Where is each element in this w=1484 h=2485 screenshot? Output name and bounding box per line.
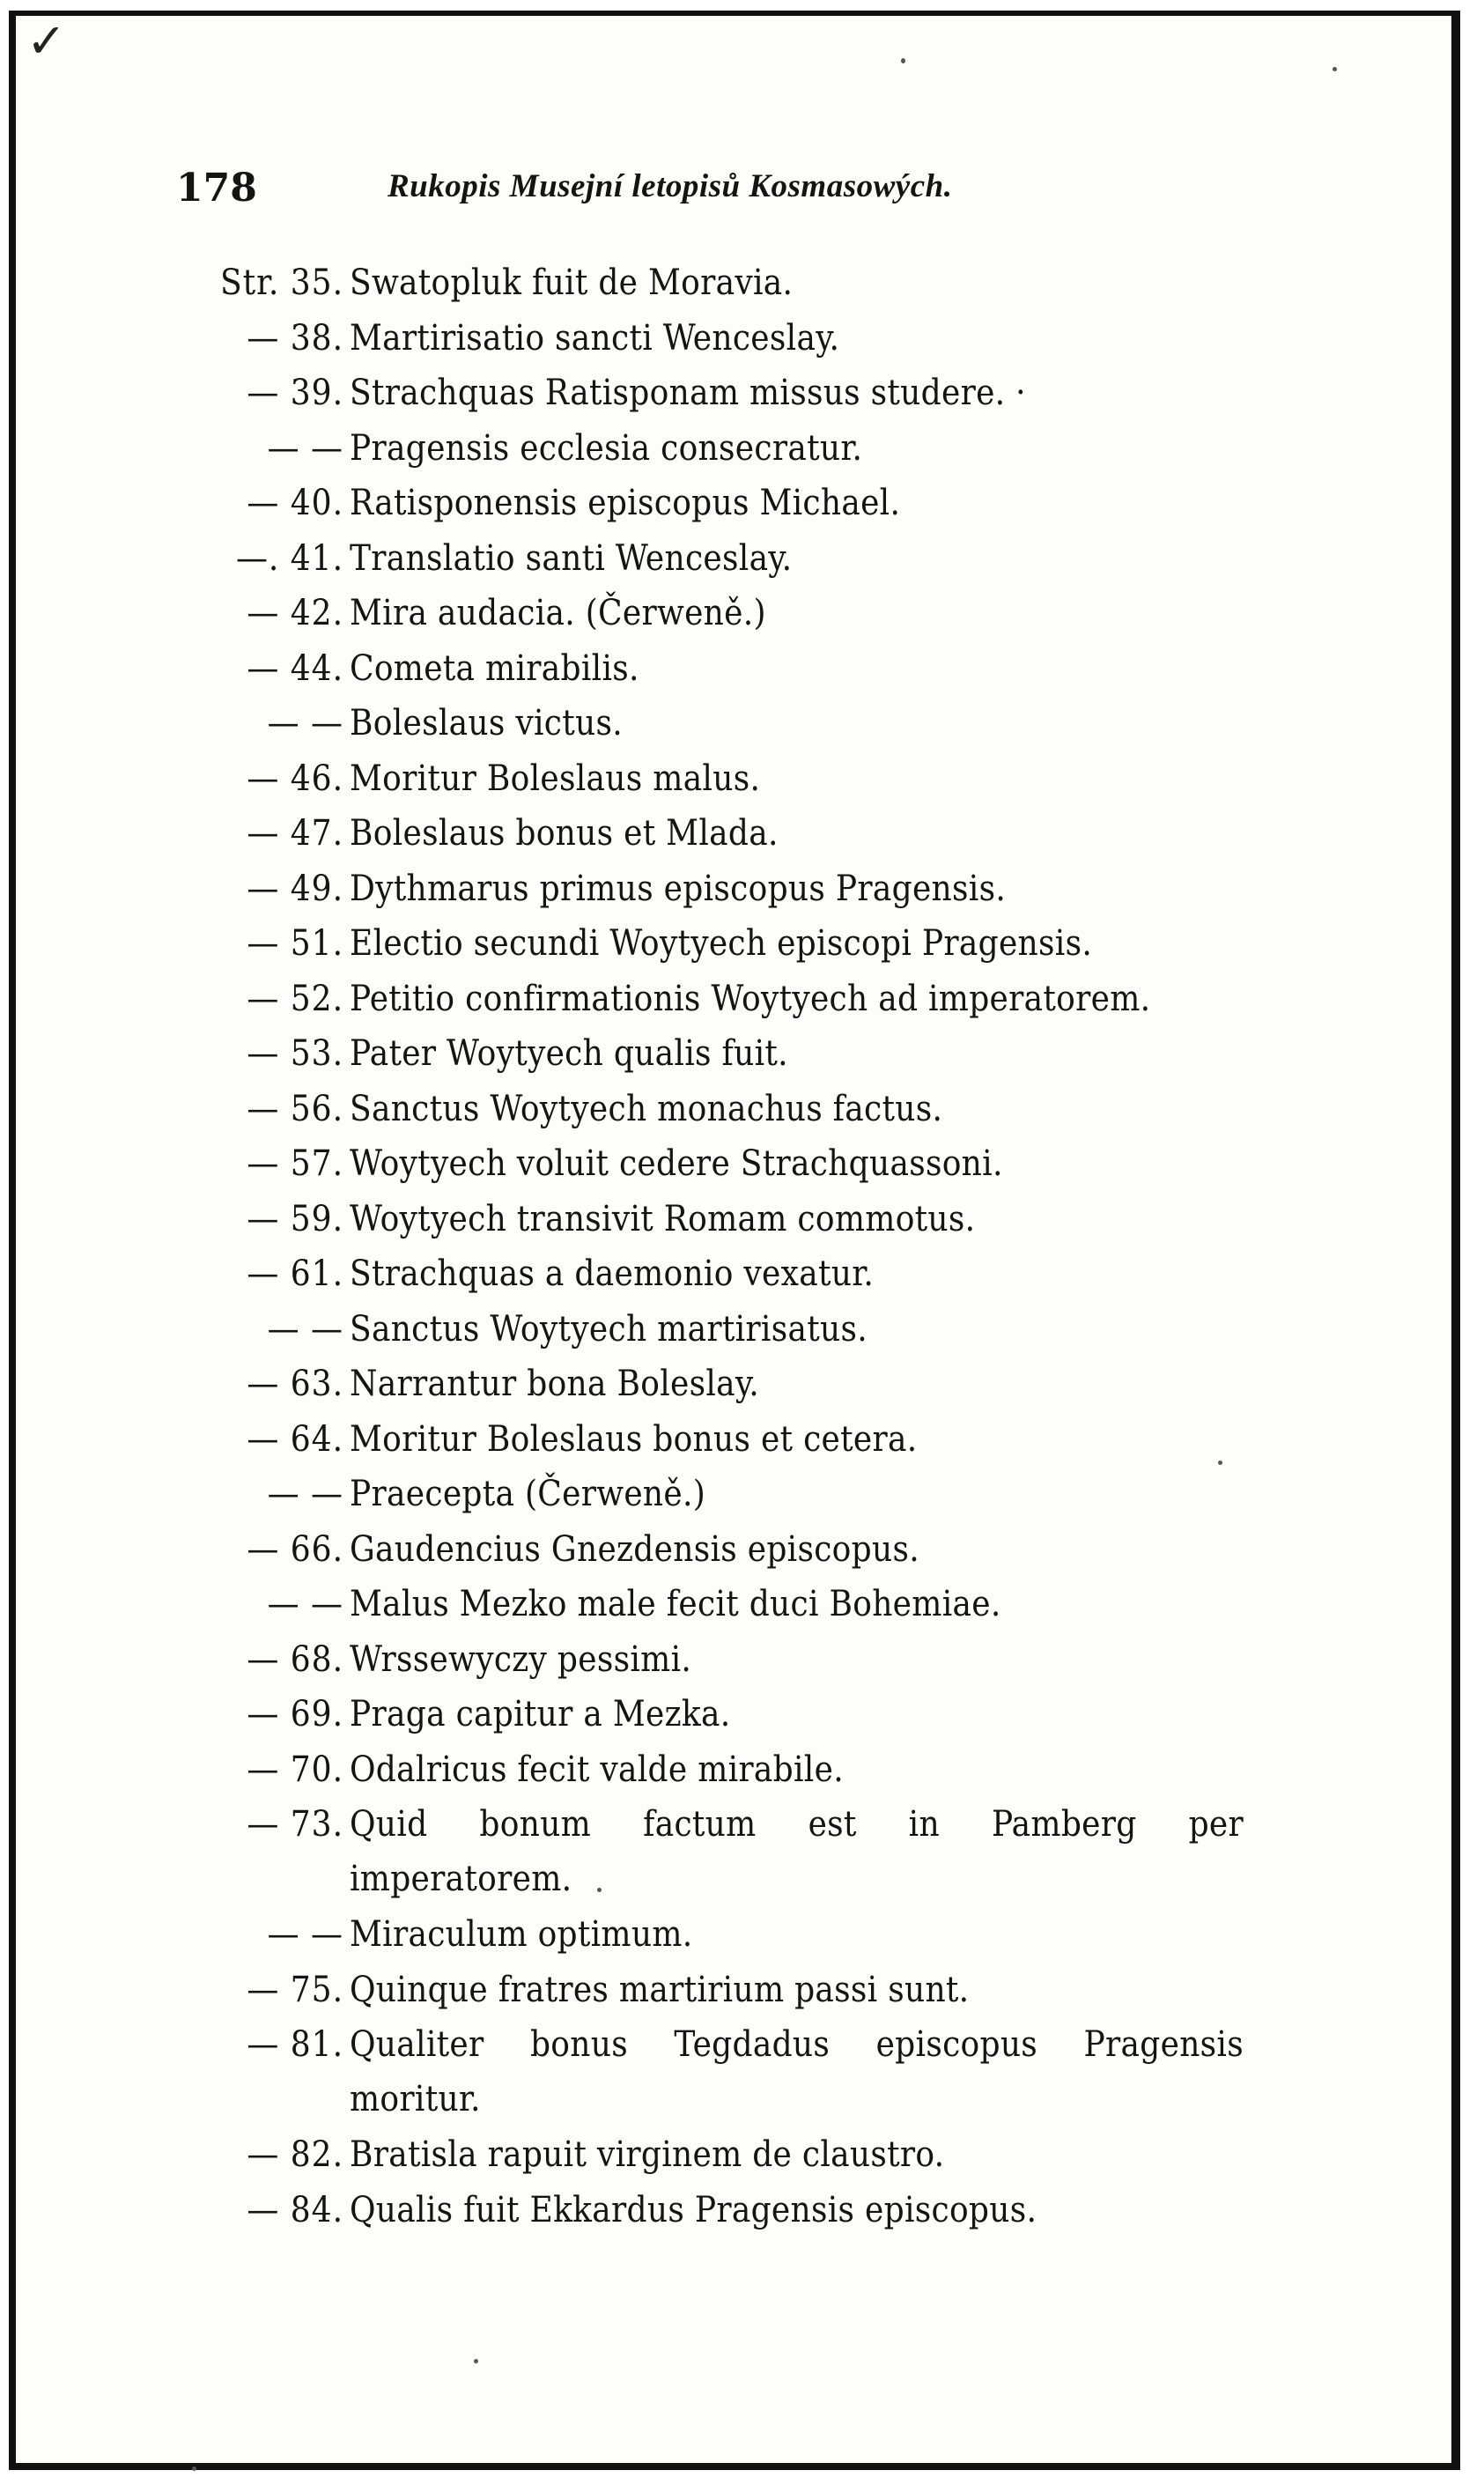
index-entry bbox=[176, 476, 1259, 531]
page-reference: — — bbox=[267, 1474, 343, 1514]
page-reference: — 82. bbox=[247, 2134, 343, 2175]
entry-title: Translatio santi Wenceslay. bbox=[350, 537, 793, 579]
page-reference: — 38. bbox=[247, 317, 343, 359]
index-entry bbox=[176, 1907, 1259, 1963]
index-entry bbox=[176, 421, 1259, 477]
entry-title: Mira audacia. (Čerweně.) bbox=[350, 593, 766, 633]
entry-title: Electio secundi Woytyech episcopi Pragensis. bbox=[350, 923, 1093, 964]
dust-speck bbox=[192, 2467, 196, 2471]
entry-title: Strachquas Ratisponam missus studere. · bbox=[350, 373, 1026, 413]
page-reference: — 44. bbox=[247, 647, 343, 689]
page-reference: — 57. bbox=[247, 1143, 343, 1184]
page-reference: — 49. bbox=[247, 868, 343, 909]
entry-title: Ratisponensis episcopus Michael. bbox=[350, 483, 901, 523]
index-entry bbox=[176, 1136, 1259, 1192]
index-entry bbox=[176, 1412, 1259, 1468]
running-head bbox=[176, 166, 1233, 218]
page-reference: — 84. bbox=[247, 2189, 343, 2230]
index-entry bbox=[176, 862, 1259, 917]
page-reference: — 70. bbox=[247, 1749, 343, 1790]
index-entry bbox=[176, 1632, 1259, 1688]
index-entry bbox=[176, 531, 1259, 587]
index-entry bbox=[176, 1797, 1259, 1907]
page-reference: — 64. bbox=[247, 1418, 343, 1460]
index-entry bbox=[176, 1302, 1259, 1357]
entry-title: Swatopluk fuit de Moravia. bbox=[350, 263, 794, 303]
page-reference: — 61. bbox=[247, 1254, 343, 1294]
page-reference: — 40. bbox=[247, 483, 343, 523]
index-entry bbox=[176, 586, 1259, 641]
entry-title: Miraculum optimum. bbox=[350, 1914, 693, 1955]
page-reference: — 52. bbox=[247, 978, 343, 1019]
dust-speck bbox=[474, 2359, 478, 2363]
entry-title: Dythmarus primus episcopus Pragensis. bbox=[350, 868, 1007, 909]
entry-title: Boleslaus victus. bbox=[350, 703, 623, 743]
entry-title: Moritur Boleslaus malus. bbox=[350, 758, 761, 799]
index-entry bbox=[176, 311, 1259, 366]
page-reference: — — bbox=[267, 703, 343, 743]
entry-title: Strachquas a daemonio vexatur. bbox=[350, 1254, 875, 1294]
entry-title: Sanctus Woytyech monachus factus. bbox=[350, 1088, 943, 1129]
entry-title: Qualis fuit Ekkardus Pragensis episcopus. bbox=[350, 2189, 1037, 2230]
index-entry bbox=[176, 696, 1259, 751]
entry-title: Bratisla rapuit virginem de claustro. bbox=[350, 2134, 945, 2175]
page-reference: — 59. bbox=[247, 1198, 343, 1239]
entry-title: Gaudencius Gnezdensis episcopus. bbox=[350, 1528, 919, 1570]
entry-title: Praecepta (Čerweně.) bbox=[350, 1474, 706, 1514]
entry-title: Quid bonum factum est in Pamberg per imperatorem. bbox=[350, 1804, 1244, 1899]
entry-title: Woytyech transivit Romam commotus. bbox=[350, 1198, 976, 1239]
entry-title: Petitio confirmationis Woytyech ad imperatorem. bbox=[350, 978, 1151, 1019]
page-reference: — 68. bbox=[247, 1638, 343, 1680]
entry-title: Odalricus fecit valde mirabile. bbox=[350, 1749, 844, 1790]
index-entry bbox=[176, 1192, 1259, 1247]
pencil-tick-mark: ✓ bbox=[26, 13, 67, 69]
index-entry bbox=[176, 641, 1259, 697]
entry-title: Woytyech voluit cedere Strachquassoni. bbox=[350, 1143, 1003, 1184]
entry-title: Narrantur bona Boleslay. bbox=[350, 1364, 759, 1404]
entry-title: Pater Woytyech qualis fuit. bbox=[350, 1033, 788, 1074]
page-reference: —. 41. bbox=[235, 537, 343, 579]
page-reference: — 39. bbox=[247, 373, 343, 413]
index-entry bbox=[176, 255, 1259, 311]
index-entry bbox=[176, 751, 1259, 807]
index-entry bbox=[176, 1742, 1259, 1798]
page-reference: Str. 35. bbox=[220, 263, 343, 303]
index-entry bbox=[176, 1963, 1259, 2018]
entry-title: Cometa mirabilis. bbox=[350, 647, 639, 689]
page-reference: — 53. bbox=[247, 1033, 343, 1074]
chapter-index-list bbox=[176, 255, 1259, 2237]
index-entry bbox=[176, 1467, 1259, 1522]
page-number: 178 bbox=[176, 166, 257, 211]
page-reference: — 46. bbox=[247, 758, 343, 799]
entry-title: Pragensis ecclesia consecratur. bbox=[350, 427, 863, 469]
page-reference: — — bbox=[267, 1308, 343, 1350]
page-reference: — 63. bbox=[247, 1364, 343, 1404]
entry-title: Praga capitur a Mezka. bbox=[350, 1694, 731, 1734]
entry-title: Martirisatio sancti Wenceslay. bbox=[350, 317, 840, 359]
index-entry bbox=[176, 1357, 1259, 1412]
page-reference: — 42. bbox=[247, 593, 343, 633]
index-entry bbox=[176, 2127, 1259, 2183]
running-title: Rukopis Musejní letopisů Kosmasowých. bbox=[388, 168, 953, 204]
page-reference: — 69. bbox=[247, 1694, 343, 1734]
index-entry bbox=[176, 1082, 1259, 1137]
entry-title: Quinque fratres martirium passi sunt. bbox=[350, 1969, 970, 2010]
page-reference: — — bbox=[267, 1914, 343, 1955]
index-entry bbox=[176, 916, 1259, 972]
entry-title: Malus Mezko male fecit duci Bohemiae. bbox=[350, 1584, 1001, 1624]
index-entry bbox=[176, 2183, 1259, 2238]
entry-title: Wrssewyczy pessimi. bbox=[350, 1638, 692, 1680]
index-entry bbox=[176, 1026, 1259, 1082]
page-reference: — 56. bbox=[247, 1088, 343, 1129]
entry-title: Qualiter bonus Tegdadus episcopus Pragensis moritur. bbox=[350, 2024, 1244, 2119]
index-entry bbox=[176, 1522, 1259, 1578]
index-entry bbox=[176, 806, 1259, 862]
entry-title: Sanctus Woytyech martirisatus. bbox=[350, 1308, 868, 1350]
index-entry bbox=[176, 2017, 1259, 2127]
dust-speck bbox=[1333, 67, 1337, 71]
page-reference: — 73. bbox=[247, 1804, 343, 1845]
index-entry bbox=[176, 1577, 1259, 1632]
page-reference: — 66. bbox=[247, 1528, 343, 1570]
page-reference: — — bbox=[267, 427, 343, 469]
index-entry bbox=[176, 1246, 1259, 1302]
dust-speck bbox=[901, 58, 905, 63]
page-reference: — 51. bbox=[247, 923, 343, 964]
page-reference: — — bbox=[267, 1584, 343, 1624]
entry-title: Boleslaus bonus et Mlada. bbox=[350, 813, 779, 854]
entry-title: Moritur Boleslaus bonus et cetera. bbox=[350, 1418, 918, 1460]
index-entry bbox=[176, 972, 1259, 1027]
page-reference: — 75. bbox=[247, 1969, 343, 2010]
index-entry bbox=[176, 366, 1259, 421]
page-reference: — 81. bbox=[247, 2024, 343, 2065]
page-reference: — 47. bbox=[247, 813, 343, 854]
index-entry bbox=[176, 1687, 1259, 1742]
